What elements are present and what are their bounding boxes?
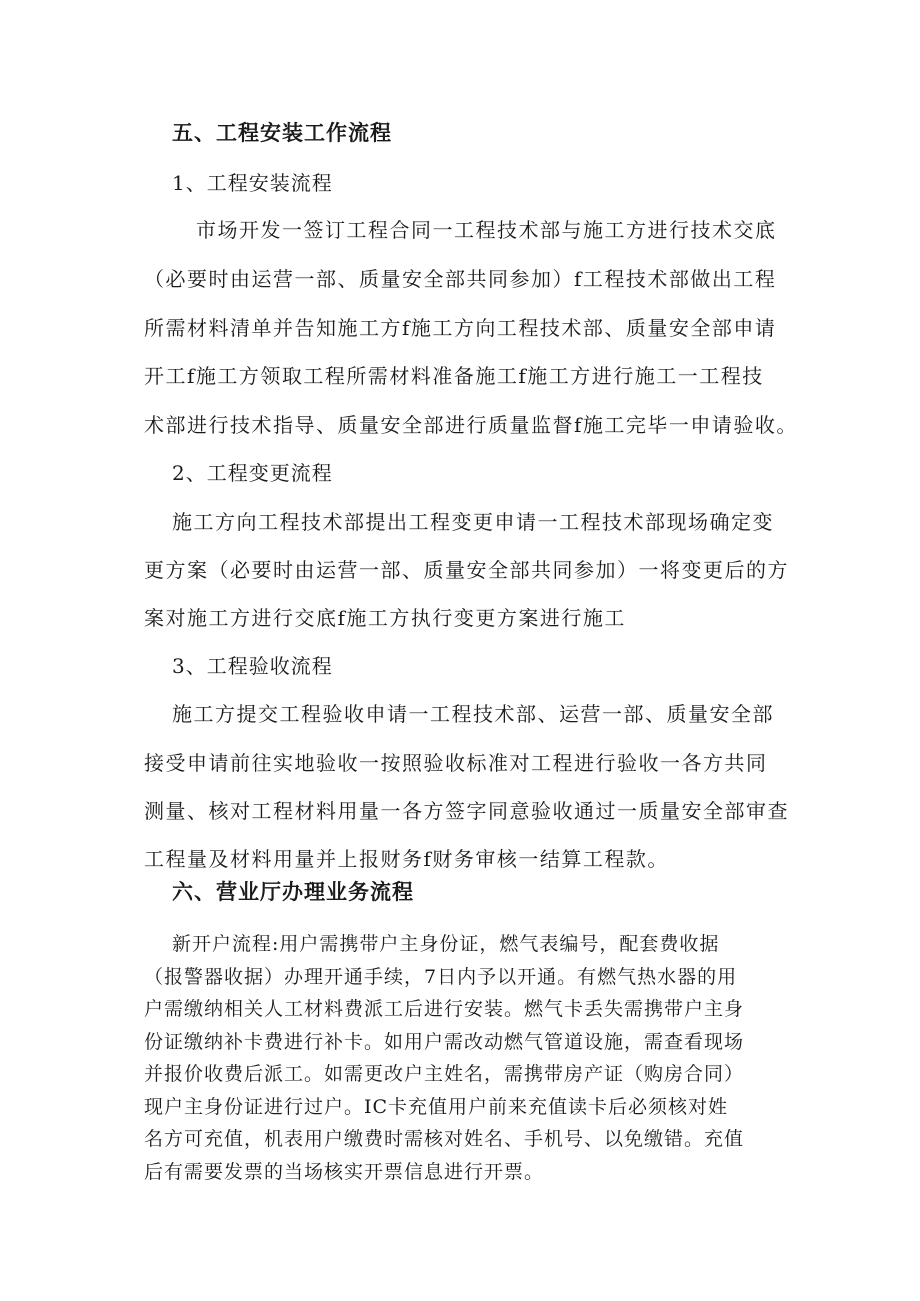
paragraph-line: 开工f施工方领取工程所需材料准备施工f施工方进行施工一工程技 xyxy=(144,364,764,388)
paragraph-line: （报警器收据）办理开通手续，7日内予以开通。有燃气热水器的用 xyxy=(144,966,738,988)
paragraph-line: 户需缴纳相关人工材料费派工后进行安装。燃气卡丢失需携带户主身 xyxy=(144,998,745,1020)
paragraph-line: 施工方提交工程验收申请一工程技术部、运营一部、质量安全部 xyxy=(172,702,774,726)
paragraph-line: 市场开发一签订工程合同一工程技术部与施工方进行技术交底 xyxy=(196,218,777,242)
paragraph-line: （必要时由运营一部、质量安全部共同参加）f工程技术部做出工程 xyxy=(144,267,777,291)
paragraph-line: 更方案（必要时由运营一部、质量安全部共同参加）一将变更后的方 xyxy=(144,558,789,582)
paragraph-line: 现户主身份证进行过户。IC卡充值用户前来充值读卡后必须核对姓 xyxy=(144,1096,729,1118)
section-6-heading: 六、营业厅办理业务流程 xyxy=(172,880,414,904)
paragraph-line: 接受申请前往实地验收一按照验收标准对工程进行验收一各方共同 xyxy=(144,751,768,775)
paragraph-line: 所需材料清单并告知施工方f施工方向工程技术部、质量安全部申请 xyxy=(144,316,777,340)
paragraph-line: 工程量及材料用量并上报财务f财务审核一结算工程款。 xyxy=(144,847,669,871)
paragraph-line: 后有需要发票的当场核实开票信息进行开票。 xyxy=(144,1161,545,1183)
subsection-3-title: 3、工程验收流程 xyxy=(172,654,333,678)
section-5-heading: 五、工程安装工作流程 xyxy=(172,121,392,145)
paragraph-line: 术部进行技术指导、质量安全部进行质量监督f施工完毕一申请验收。 xyxy=(144,413,798,437)
subsection-1-title: 1、工程安装流程 xyxy=(172,171,333,195)
paragraph-line: 案对施工方进行交底f施工方执行变更方案进行施工 xyxy=(144,606,626,630)
paragraph-line: 份证缴纳补卡费进行补卡。如用户需改动燃气管道设施，需查看现场 xyxy=(144,1031,745,1053)
paragraph-line: 新开户流程:用户需携带户主身份证，燃气表编号，配套费收据 xyxy=(172,933,720,955)
paragraph-line: 测量、核对工程材料用量一各方签字同意验收通过一质量安全部审查 xyxy=(144,799,789,823)
subsection-2-title: 2、工程变更流程 xyxy=(172,461,333,485)
paragraph-line: 名方可充值，机表用户缴费时需核对姓名、手机号、以免缴错。充值 xyxy=(144,1128,745,1150)
paragraph-line: 并报价收费后派工。如需更改户主姓名，需携带房产证（购房合同） xyxy=(144,1063,745,1085)
paragraph-line: 施工方向工程技术部提出工程变更申请一工程技术部现场确定变 xyxy=(172,510,774,534)
